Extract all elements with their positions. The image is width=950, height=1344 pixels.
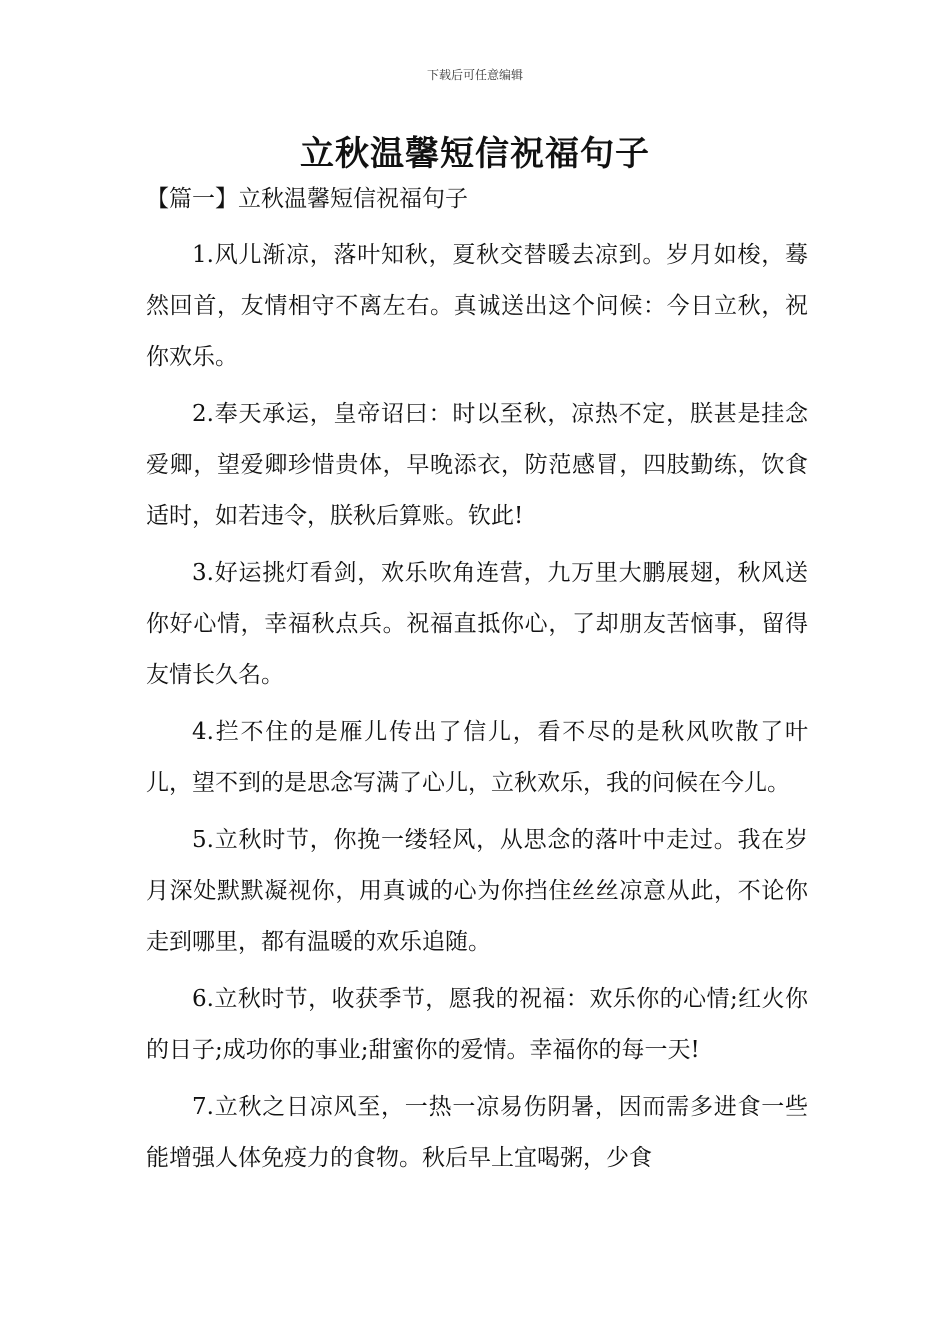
document-title: 立秋温馨短信祝福句子	[300, 134, 650, 174]
paragraph-4: 4.拦不住的是雁儿传出了信儿，看不尽的是秋风吹散了叶儿，望不到的是思念写满了心儿，立秋欢乐，我的问候在今儿。	[146, 719, 808, 796]
section-heading: 【篇一】立秋温馨短信祝福句子	[146, 186, 468, 212]
paragraph-6: 6.立秋时节，收获季节，愿我的祝福：欢乐你的心情;红火你的日子;成功你的事业;甜蜜你的爱情。幸福你的每一天!	[146, 986, 808, 1063]
header-note: 下载后可任意编辑	[426, 68, 523, 82]
paragraph-5: 5.立秋时节，你挽一缕轻风，从思念的落叶中走过。我在岁月深处默默凝视你，用真诚的心为你挡住丝丝凉意从此，不论你走到哪里，都有温暖的欢乐追随。	[146, 827, 808, 955]
document-body	[146, 230, 808, 1190]
paragraph-7: 7.立秋之日凉风至，一热一凉易伤阴暑，因而需多进食一些能增强人体免疫力的食物。秋后早上宜喝粥，少食	[146, 1094, 808, 1171]
paragraph-3: 3.好运挑灯看剑，欢乐吹角连营，九万里大鹏展翅，秋风送你好心情，幸福秋点兵。祝福直抵你心，了却朋友苦恼事，留得友情长久名。	[146, 560, 808, 688]
paragraph-2: 2.奉天承运，皇帝诏曰：时以至秋，凉热不定，朕甚是挂念爱卿，望爱卿珍惜贵体，早晚添衣，防范感冒，四肢勤练，饮食适时，如若违令，朕秋后算账。钦此!	[146, 401, 808, 529]
paragraph-1: 1.风儿渐凉，落叶知秋，夏秋交替暖去凉到。岁月如梭，蓦然回首，友情相守不离左右。真诚送出这个问候：今日立秋，祝你欢乐。	[146, 242, 808, 370]
